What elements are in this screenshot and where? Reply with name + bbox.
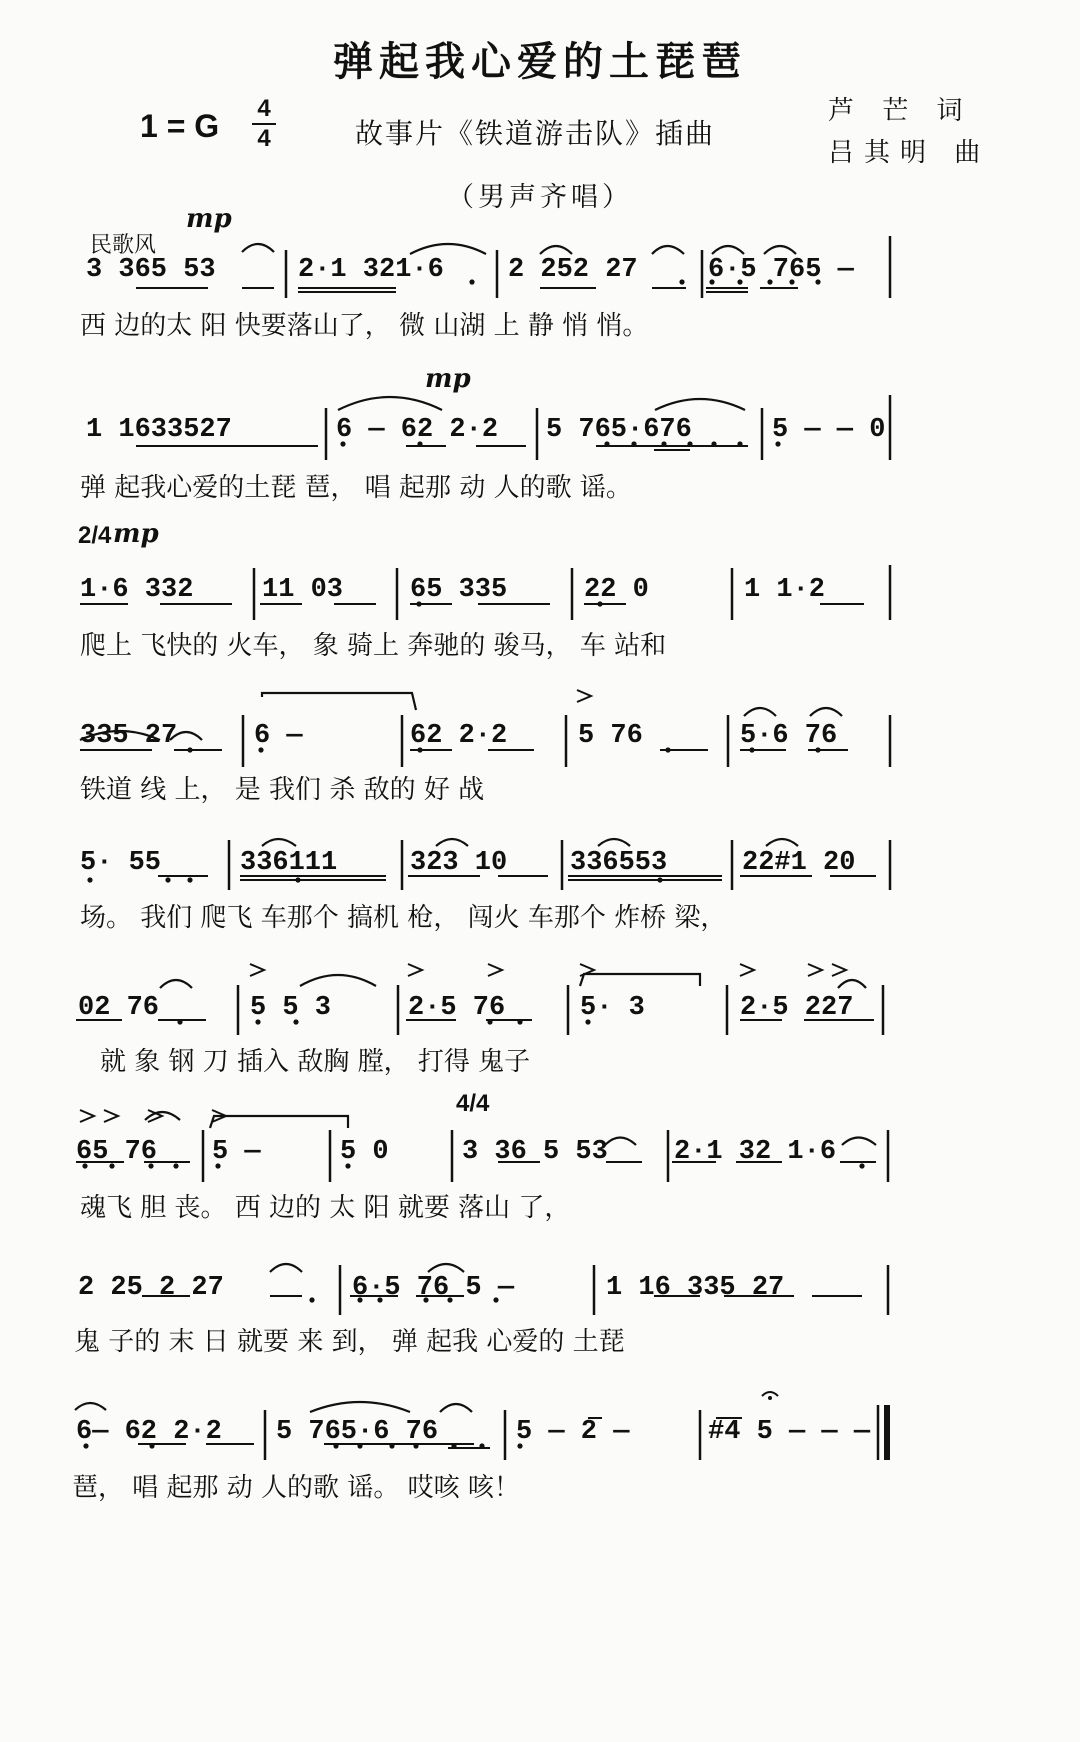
measure-2-4: 5 — — 0	[772, 415, 886, 445]
notation-line-8	[0, 1268, 1080, 1308]
measure-3-4: 22 0	[584, 575, 649, 605]
measure-4-3: 62 2·2	[410, 721, 508, 751]
measure-6-1: 02 76	[78, 993, 160, 1023]
measure-5-3: 323 10	[410, 848, 508, 878]
measure-2-2: 6 — 62 2·2	[336, 415, 499, 445]
measure-5-2: 336111	[240, 848, 338, 878]
measure-5-4: 336553	[570, 848, 668, 878]
lyrics-line-3: 爬上 飞快的 火车， 象 骑上 奔驰的 骏马， 车 站和	[80, 631, 667, 661]
measure-1-1: 3 365 53	[86, 255, 216, 285]
measure-6-5: 2·5 227	[740, 993, 854, 1023]
measure-9-4: #4 5 — — —	[708, 1417, 871, 1447]
measure-4-4: 5 76	[578, 721, 643, 751]
lyrics-line-7: 魂飞 胆 丧。 西 边的 太 阳 就要 落山 了，	[80, 1193, 571, 1223]
measure-3-5: 1 1·2	[744, 575, 826, 605]
notation-line-6	[0, 988, 1080, 1028]
lyrics-line-8: 鬼 子的 末 日 就要 来 到， 弹 起我 心爱的 土琵	[74, 1327, 625, 1357]
measure-3-3: 65 335	[410, 575, 508, 605]
lyrics-line-4: 铁道 线 上， 是 我们 杀 敌的 好 战	[80, 775, 485, 805]
measure-8-2: 6·5 76 5 —	[352, 1273, 515, 1303]
time-signature-top: 4	[257, 95, 271, 122]
measure-9-2: 5 765·6 76	[276, 1417, 439, 1447]
measure-2-3: 5 765·676	[546, 415, 692, 445]
measure-9-3: 5 — 2 —	[516, 1417, 630, 1447]
lyricist-credit: 芦 芒 词	[828, 96, 973, 126]
notation-line-7	[0, 1132, 1080, 1172]
measure-6-4: 5· 3	[580, 993, 645, 1023]
measure-7-3: 5 0	[340, 1137, 389, 1167]
notation-line-3	[0, 570, 1080, 610]
meter-change: 4/4	[456, 1090, 490, 1117]
style-marking: 民歌风	[90, 233, 157, 258]
measure-8-3: 1 16 335 27	[606, 1273, 785, 1303]
measure-3-2: 11 03	[262, 575, 344, 605]
measure-5-1: 5· 55	[80, 848, 162, 878]
lyrics-line-5: 场。 我们 爬飞 车那个 搞机 枪， 闯火 车那个 炸桥 梁，	[80, 903, 727, 933]
measure-7-5: 2·1 32 1·6	[674, 1137, 837, 1167]
measure-6-3: 2·5 76	[408, 993, 506, 1023]
measure-6-2: 5 5 3	[250, 993, 332, 1023]
lyrics-line-1: 西 边的太 阳 快要落山了， 微 山湖 上 静 悄 悄。	[80, 311, 649, 341]
measure-4-2: 6 —	[254, 721, 303, 751]
song-title: 弹起我心爱的土琵琶	[333, 38, 747, 85]
measure-8-1: 2 25 2 27	[78, 1273, 224, 1303]
film-source: 故事片《铁道游击队》插曲	[355, 117, 716, 150]
dynamic-marking: mp	[425, 364, 471, 394]
measure-1-4: 6·5 765 —	[708, 255, 854, 285]
dynamic-marking: mp	[186, 204, 232, 234]
lyrics-line-6: 就 象 钢 刀 插入 敌胸 膛， 打得 鬼子	[100, 1047, 531, 1077]
notation-line-4	[0, 716, 1080, 756]
measure-1-2: 2·1 321·6	[298, 255, 444, 285]
measure-7-4: 3 36 5 53	[462, 1137, 608, 1167]
measure-9-1: 6— 62 2·2	[76, 1417, 222, 1447]
measure-7-1: 65 76	[76, 1137, 158, 1167]
lyrics-line-9: 琶， 唱 起那 动 人的歌 谣。 哎咳 咳！	[72, 1473, 520, 1503]
performance-note: （男声齐唱）	[447, 182, 633, 213]
composer-credit: 吕其明 曲	[828, 138, 991, 168]
notation-line-1	[0, 250, 1080, 290]
key-signature: 1 = G	[140, 108, 220, 144]
dynamic-marking: mp	[113, 519, 159, 549]
lyrics-line-2: 弹 起我心爱的土琵 琶， 唱 起那 动 人的歌 谣。	[80, 473, 632, 503]
notation-line-2	[0, 410, 1080, 450]
measure-4-1: 335 27	[80, 721, 178, 751]
measure-4-5: 5·6 76	[740, 721, 838, 751]
meter-change: 2/4	[78, 522, 112, 549]
notation-line-5	[0, 843, 1080, 883]
notation-line-9	[0, 1412, 1080, 1452]
measure-5-5: 22#1 20	[742, 848, 856, 878]
measure-3-1: 1·6 332	[80, 575, 194, 605]
measure-7-2: 5 —	[212, 1137, 261, 1167]
measure-2-1: 1 1633527	[86, 415, 232, 445]
measure-1-3: 2 252 27	[508, 255, 638, 285]
fermata-dot	[768, 1396, 772, 1400]
time-signature-bottom: 4	[257, 125, 271, 152]
